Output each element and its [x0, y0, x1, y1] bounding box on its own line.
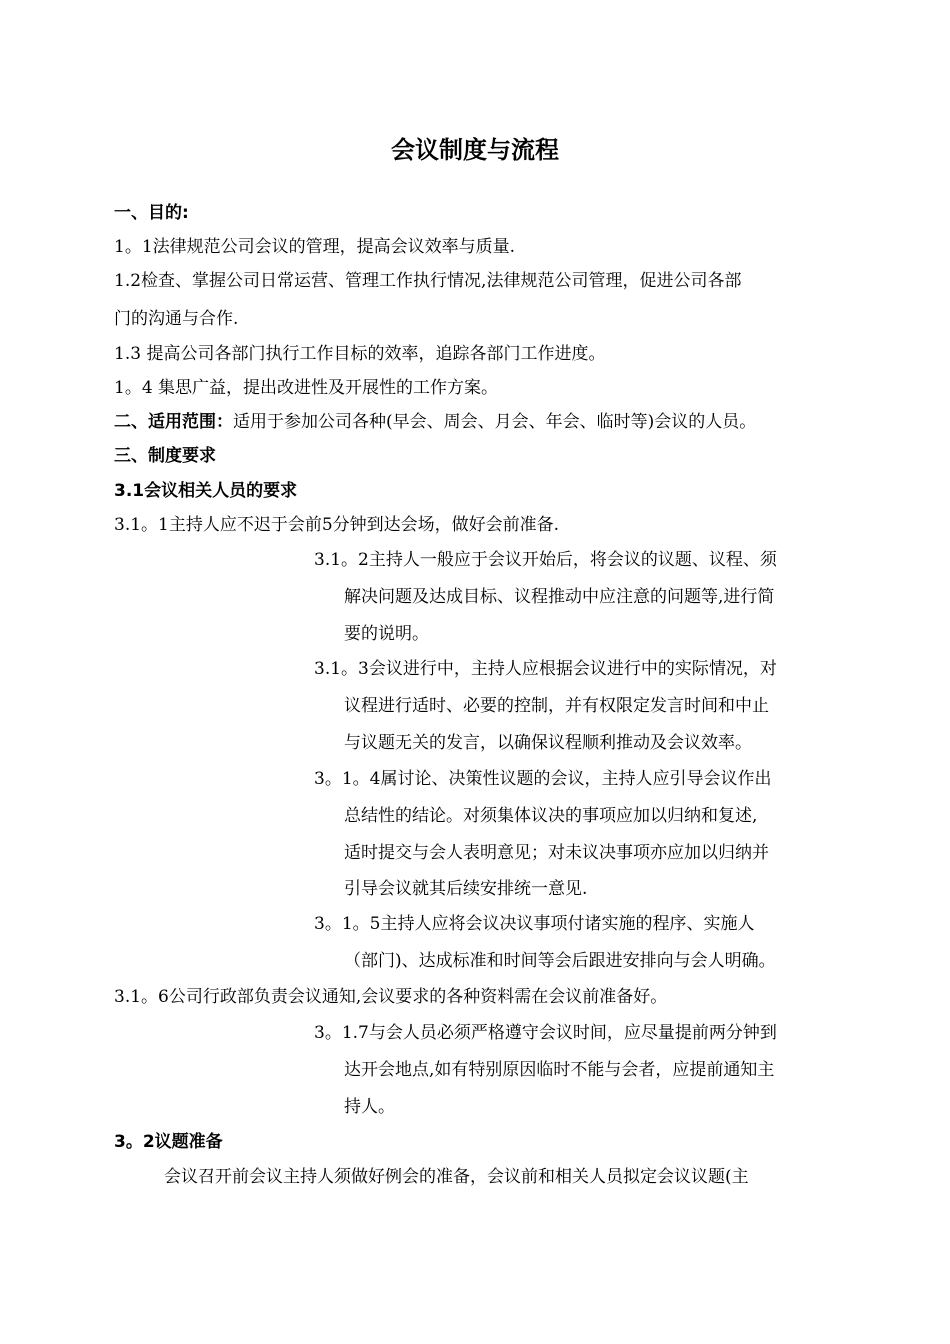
subsection-3-1-heading: 3.1会议相关人员的要求	[114, 481, 298, 501]
req-3-2-text: 会议召开前会议主持人须做好例会的准备，会议前和相关人员拟定会议议题(主	[164, 1167, 749, 1187]
req-3-1-3-line3: 与议题无关的发言，以确保议程顺利推动及会议效率。	[344, 733, 752, 753]
purpose-item-1-3: 1.3 提高公司各部门执行工作目标的效率，追踪各部门工作进度。	[114, 344, 606, 364]
subsection-3-2-heading: 3。2议题准备	[114, 1132, 223, 1152]
req-3-1-5-line1: 3。1。5主持人应将会议决议事项付诸实施的程序、实施人	[314, 914, 755, 934]
req-3-1-7-line3: 持人。	[344, 1097, 395, 1117]
req-3-1-4-line2: 总结性的结论。对须集体议决的事项应加以归纳和复述,	[344, 806, 758, 826]
req-3-1-4-line1: 3。1。4属讨论、决策性议题的会议，主持人应引导会议作出	[314, 769, 772, 789]
req-3-1-7-line2: 达开会地点,如有特别原因临时不能与会者，应提前通知主	[344, 1060, 775, 1080]
req-3-1-3-line2: 议程进行适时、必要的控制，并有权限定发言时间和中止	[344, 696, 769, 716]
req-3-1-6: 3.1。6公司行政部负责会议通知,会议要求的各种资料需在会议前准备好。	[114, 987, 668, 1007]
purpose-item-1-2-line2: 门的沟通与合作.	[114, 309, 239, 329]
req-3-1-1: 3.1。1主持人应不迟于会前5分钟到达会场，做好会前准备.	[114, 515, 560, 535]
purpose-item-1-2-line1: 1.2检查、掌握公司日常运营、管理工作执行情况,法律规范公司管理，促进公司各部	[114, 271, 742, 291]
purpose-item-1-1: 1。1法律规范公司会议的管理，提高会议效率与质量.	[114, 237, 516, 257]
scope-text: 适用于参加公司各种(早会、周会、月会、年会、临时等)会议的人员。	[233, 412, 757, 432]
scope-paragraph	[114, 405, 756, 439]
req-3-1-5-line2: （部门)、达成标准和时间等会后跟进安排向与会人明确。	[344, 951, 776, 971]
page-title: 会议制度与流程	[391, 136, 559, 164]
req-3-1-2-line1: 3.1。2主持人一般应于会议开始后，将会议的议题、议程、须	[314, 550, 777, 570]
scope-label: 二、适用范围：	[114, 412, 233, 432]
req-3-1-2-line3: 要的说明。	[344, 624, 429, 644]
req-3-1-4-line4: 引导会议就其后续安排统一意见.	[344, 879, 588, 899]
req-3-1-4-line3: 适时提交与会人表明意见；对未议决事项亦应加以归纳并	[344, 843, 769, 863]
req-3-1-2-line2: 解决问题及达成目标、议程推动中应注意的问题等,进行简	[344, 587, 775, 607]
section-purpose-heading: 一、目的:	[114, 203, 189, 223]
req-3-1-3-line1: 3.1。3会议进行中，主持人应根据会议进行中的实际情况，对	[314, 659, 777, 679]
req-3-1-7-line1: 3。1.7与会人员必须严格遵守会议时间，应尽量提前两分钟到	[314, 1023, 777, 1043]
section-requirements-heading: 三、制度要求	[114, 446, 216, 466]
purpose-item-1-4: 1。4 集思广益，提出改进性及开展性的工作方案。	[114, 378, 499, 398]
